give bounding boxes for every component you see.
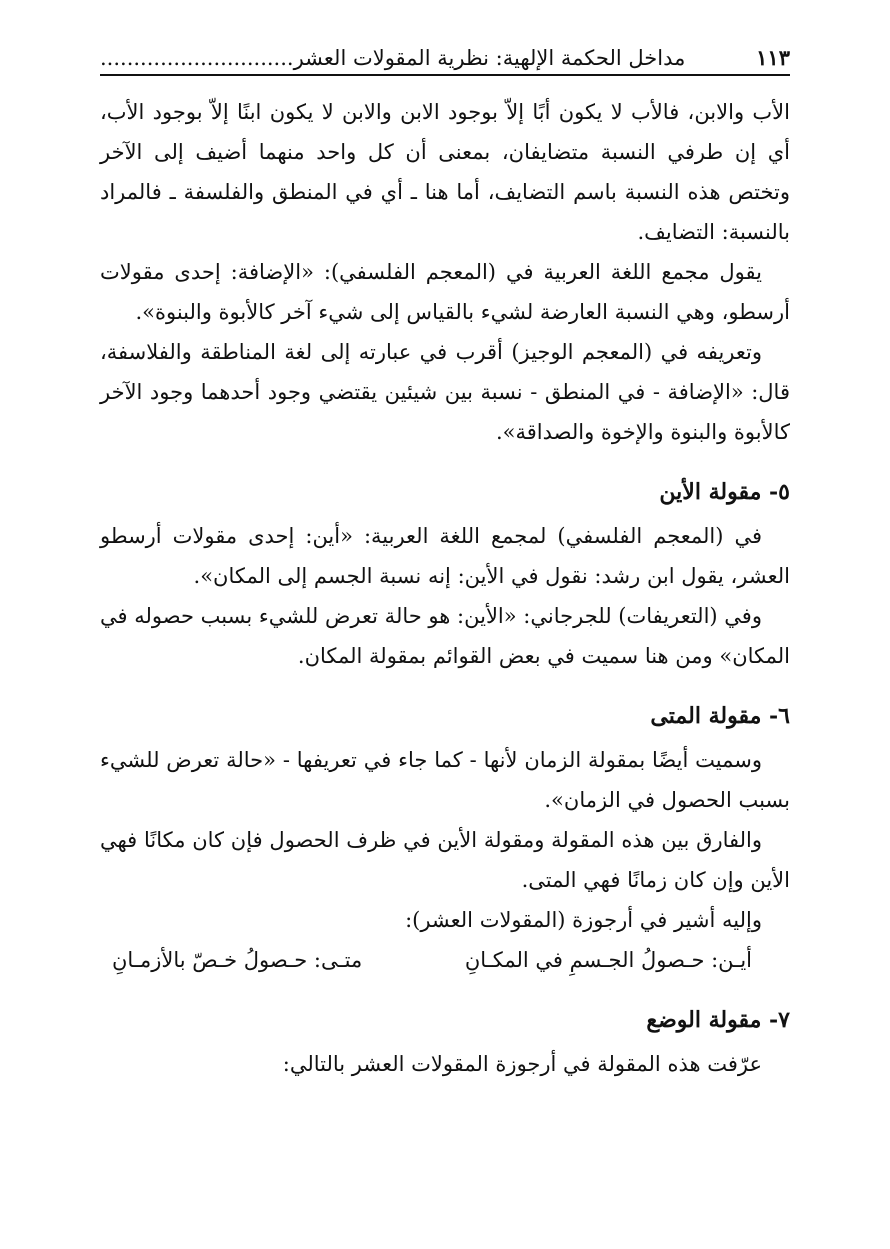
paragraph: الأب والابن، فالأب لا يكون أبًا إلاّ بوجود الابن والابن لا يكون ابنًا إلاّ بوجود الأب، أي إن طرفي النسبة متضايفان، بمعنى أن كل واحد منهما أضيف إلى الآخر وتختص هذه النسبة باسم التضايف، أما هنا ـ أي في المنطق والفلسفة ـ فالمراد بالنسبة: التضايف. <box>100 100 790 244</box>
page-body <box>100 92 790 1084</box>
paragraph: في (المعجم الفلسفي) لمجمع اللغة العربية: «أين: إحدى مقولات أرسطو العشر، يقول ابن رشد: نقول في الأين: إنه نسبة الجسم إلى المكان». <box>100 524 790 588</box>
section-heading: ٧- مقولة الوضع <box>646 1007 790 1033</box>
header-title-text: مداخل الحكمة الإلهية: نظرية المقولات العشر <box>293 46 686 70</box>
header-title <box>100 46 685 70</box>
verse-first-hemistich: أيـن: حـصولُ الجـسمِ في المكـانِ <box>464 948 752 972</box>
verse-second-hemistich: متـى: حـصولُ خـصّ بالأزمـانِ <box>112 948 363 972</box>
header-dots: ............................. <box>100 46 294 70</box>
poem-verse <box>100 940 790 980</box>
paragraph: وتعريفه في (المعجم الوجيز) أقرب في عبارته إلى لغة المناطقة والفلاسفة، قال: «الإضافة - في المنطق - نسبة بين شيئين يقتضي وجود أحدهما وجود الآخر كالأبوة والبنوة والإخوة والصداقة». <box>100 340 790 444</box>
page-number: ١١٣ <box>756 45 790 70</box>
paragraph: وفي (التعريفات) للجرجاني: «الأين: هو حالة تعرض للشيء بسبب حصوله في المكان» ومن هنا سميت في بعض القوائم بمقولة المكان. <box>100 604 790 668</box>
paragraph: وإليه أشير في أرجوزة (المقولات العشر): <box>405 908 762 932</box>
section-heading: ٥- مقولة الأين <box>659 479 790 505</box>
paragraph: يقول مجمع اللغة العربية في (المعجم الفلسفي): «الإضافة: إحدى مقولات أرسطو، وهي النسبة العارضة لشيء بالقياس إلى شيء آخر كالأبوة والبنوة». <box>100 260 790 324</box>
paragraph: عرّفت هذه المقولة في أرجوزة المقولات العشر بالتالي: <box>282 1052 762 1076</box>
running-header <box>100 36 790 76</box>
section-heading: ٦- مقولة المتى <box>650 703 790 729</box>
paragraph: والفارق بين هذه المقولة ومقولة الأين في ظرف الحصول فإن كان مكانًا فهي الأين وإن كان زمانًا فهي المتى. <box>100 828 790 892</box>
paragraph: وسميت أيضًا بمقولة الزمان لأنها - كما جاء في تعريفها - «حالة تعرض للشيء بسبب الحصول في الزمان». <box>100 748 790 812</box>
